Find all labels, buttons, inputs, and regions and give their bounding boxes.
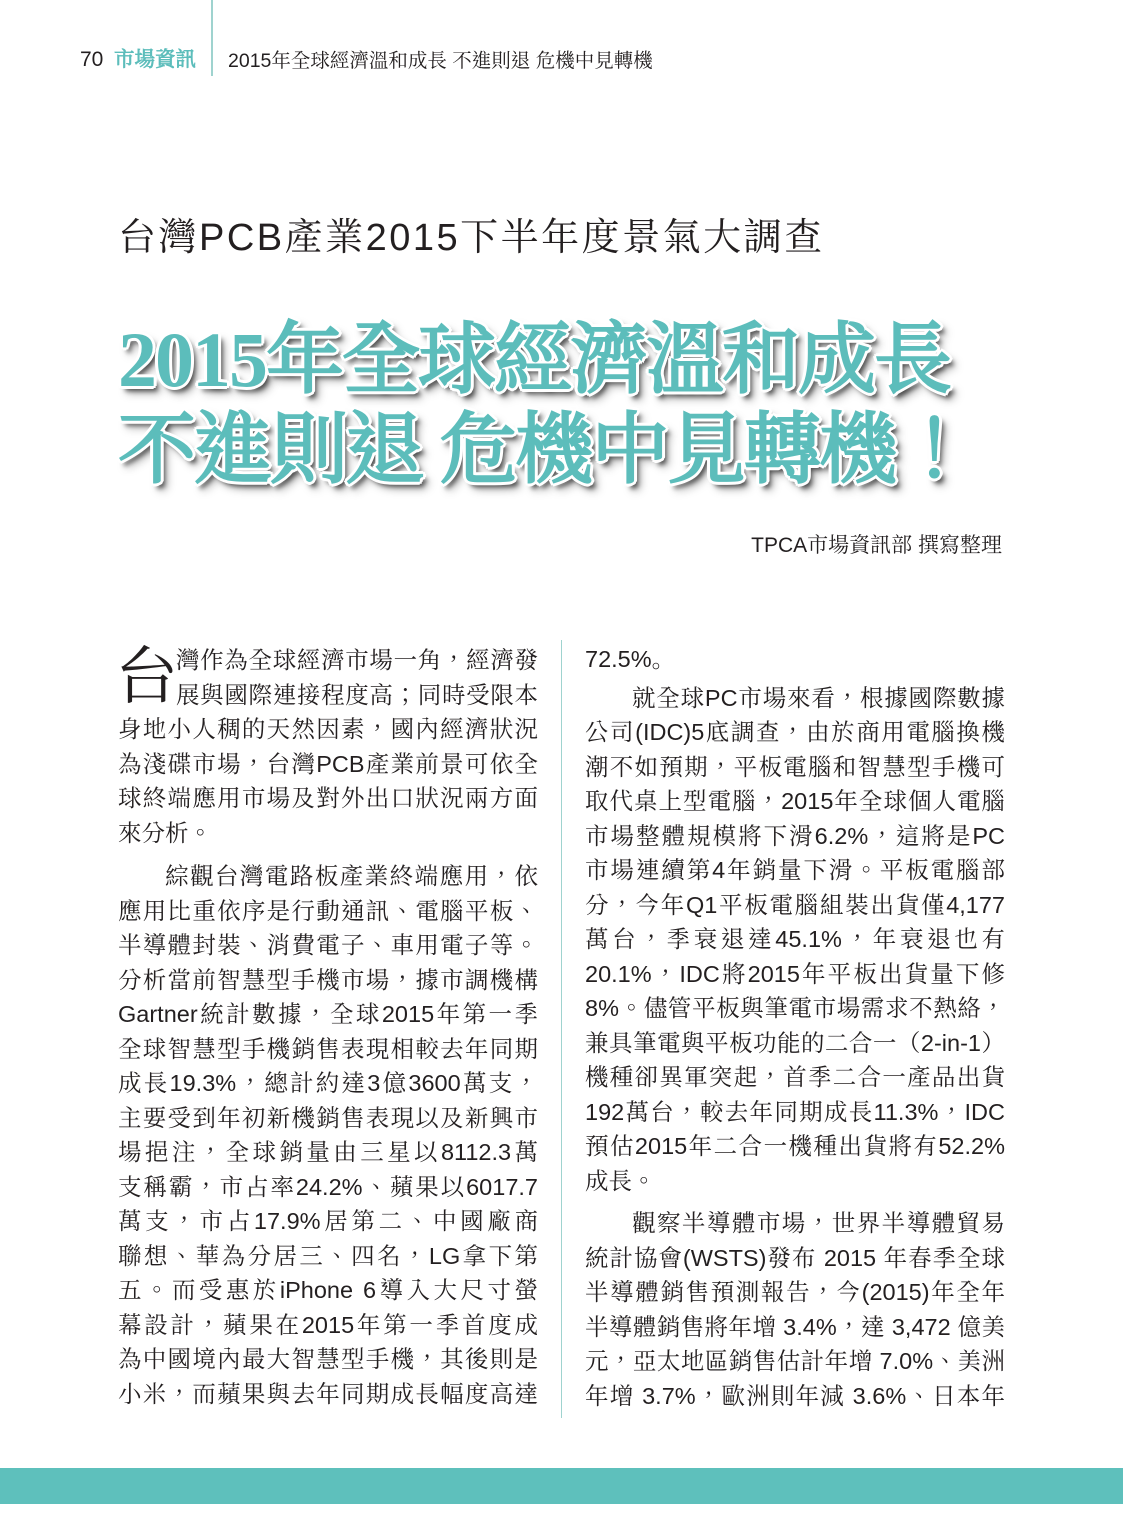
paragraph-2	[118, 859, 538, 1411]
text-line: 觀察半導體市場，世界半導體貿易	[632, 1210, 1005, 1236]
continued-line: 72.5%。	[585, 646, 676, 672]
section-label: 市場資訊	[114, 48, 196, 71]
text-line: 來分析。	[118, 819, 212, 846]
text-line: 全球智慧型手機銷售表現相較去年同期	[118, 1035, 538, 1062]
paragraph-4	[585, 1206, 1005, 1413]
paragraph-3	[585, 681, 1005, 1199]
text-line: 半導體銷售預測報告，今(2015)年全年	[585, 1279, 1005, 1305]
text-line: 為淺碟市場，台灣PCB產業前景可依全	[118, 750, 538, 777]
header-divider	[211, 0, 213, 76]
text-line: 場挹注，全球銷量由三星以8112.3萬	[118, 1139, 538, 1165]
text-line: 年增 3.7%，歐洲則年減 3.6%、日本年	[585, 1382, 1005, 1409]
text-line: 五。而受惠於iPhone 6導入大尺寸螢	[118, 1277, 538, 1303]
text-line: 支稱霸，市占率24.2%、蘋果以6017.7	[118, 1173, 538, 1200]
page-number: 70	[80, 48, 104, 71]
text-line: 應用比重依序是行動通訊、電腦平板、	[118, 897, 538, 924]
text-line: 主要受到年初新機銷售表現以及新興市	[118, 1104, 538, 1131]
text-line: 分，今年Q1平板電腦組裝出貨僅4,177	[585, 891, 1005, 918]
article-title-line-1: 2015年全球經濟溫和成長	[118, 316, 951, 403]
text-line: 綜觀台灣電路板產業終端應用，依	[165, 863, 538, 889]
text-line: 幕設計，蘋果在2015年第一季首度成	[118, 1311, 538, 1338]
text-line: Gartner統計數據，全球2015年第一季	[118, 1001, 538, 1027]
text-line: 萬台，季衰退達45.1%，年衰退也有	[585, 926, 1005, 952]
text-line: 統計協會(WSTS)發布 2015 年春季全球	[585, 1244, 1005, 1271]
series-title: 台灣PCB產業2015下半年度景氣大調查	[118, 217, 825, 259]
text-line: 半導體銷售將年增 3.4%，達 3,472 億美	[585, 1313, 1005, 1340]
column-divider	[561, 640, 562, 1418]
text-line: 元，亞太地區銷售估計年增 7.0%、美洲	[585, 1348, 1005, 1374]
running-title: 2015年全球經濟溫和成長 不進則退 危機中見轉機	[228, 50, 653, 72]
right-column	[585, 642, 1005, 1413]
text-line: 半導體封裝、消費電子、車用電子等。	[118, 932, 538, 958]
text-line: 為中國境內最大智慧型手機，其後則是	[118, 1346, 538, 1372]
text-line: 8%。儘管平板與筆電市場需求不熱絡，	[585, 995, 1005, 1021]
text-line: 灣作為全球經濟市場一角，經濟發	[176, 647, 538, 673]
article-title	[118, 315, 1078, 495]
text-line: 身地小人稠的天然因素，國內經濟狀況	[118, 716, 538, 742]
text-line: 市場連續第4年銷量下滑。平板電腦部	[585, 857, 1005, 883]
paragraph-1	[118, 643, 538, 850]
text-line: 取代桌上型電腦，2015年全球個人電腦	[585, 788, 1005, 814]
footer-band	[0, 1468, 1123, 1504]
text-line: 分析當前智慧型手機市場，據市調機構	[118, 966, 538, 993]
left-column	[115, 642, 538, 1411]
text-line: 192萬台，較去年同期成長11.3%，IDC	[585, 1098, 1005, 1125]
text-line: 20.1%，IDC將2015年平板出貨量下修	[585, 960, 1005, 987]
text-line: 預估2015年二合一機種出貨將有52.2%	[585, 1133, 1005, 1159]
text-line: 成長。	[585, 1167, 656, 1194]
byline: TPCA市場資訊部 撰寫整理	[751, 534, 1002, 557]
drop-cap: 台	[115, 642, 178, 712]
text-line: 展與國際連接程度高；同時受限本	[176, 681, 538, 708]
text-line: 成長19.3%，總計約達3億3600萬支，	[118, 1070, 538, 1096]
article-title-line-2: 不進則退 危機中見轉機！	[118, 406, 972, 493]
text-line: 小米，而蘋果與去年同期成長幅度高達	[118, 1380, 538, 1407]
text-line: 兼具筆電與平板功能的二合一（2-in-1）	[585, 1029, 1005, 1056]
text-line: 市場整體規模將下滑6.2%，這將是PC	[585, 822, 1005, 849]
text-line: 公司(IDC)5底調查，由於商用電腦換機	[585, 719, 1005, 745]
text-line: 萬支，市占17.9%居第二、中國廠商	[118, 1208, 538, 1234]
text-line: 機種卻異軍突起，首季二合一產品出貨	[585, 1064, 1005, 1090]
text-line: 球終端應用市場及對外出口狀況兩方面	[118, 785, 538, 811]
text-line: 就全球PC市場來看，根據國際數據	[632, 684, 1005, 711]
text-line: 聯想、華為分居三、四名，LG拿下第	[118, 1242, 538, 1269]
text-line: 潮不如預期，平板電腦和智慧型手機可	[585, 753, 1005, 780]
